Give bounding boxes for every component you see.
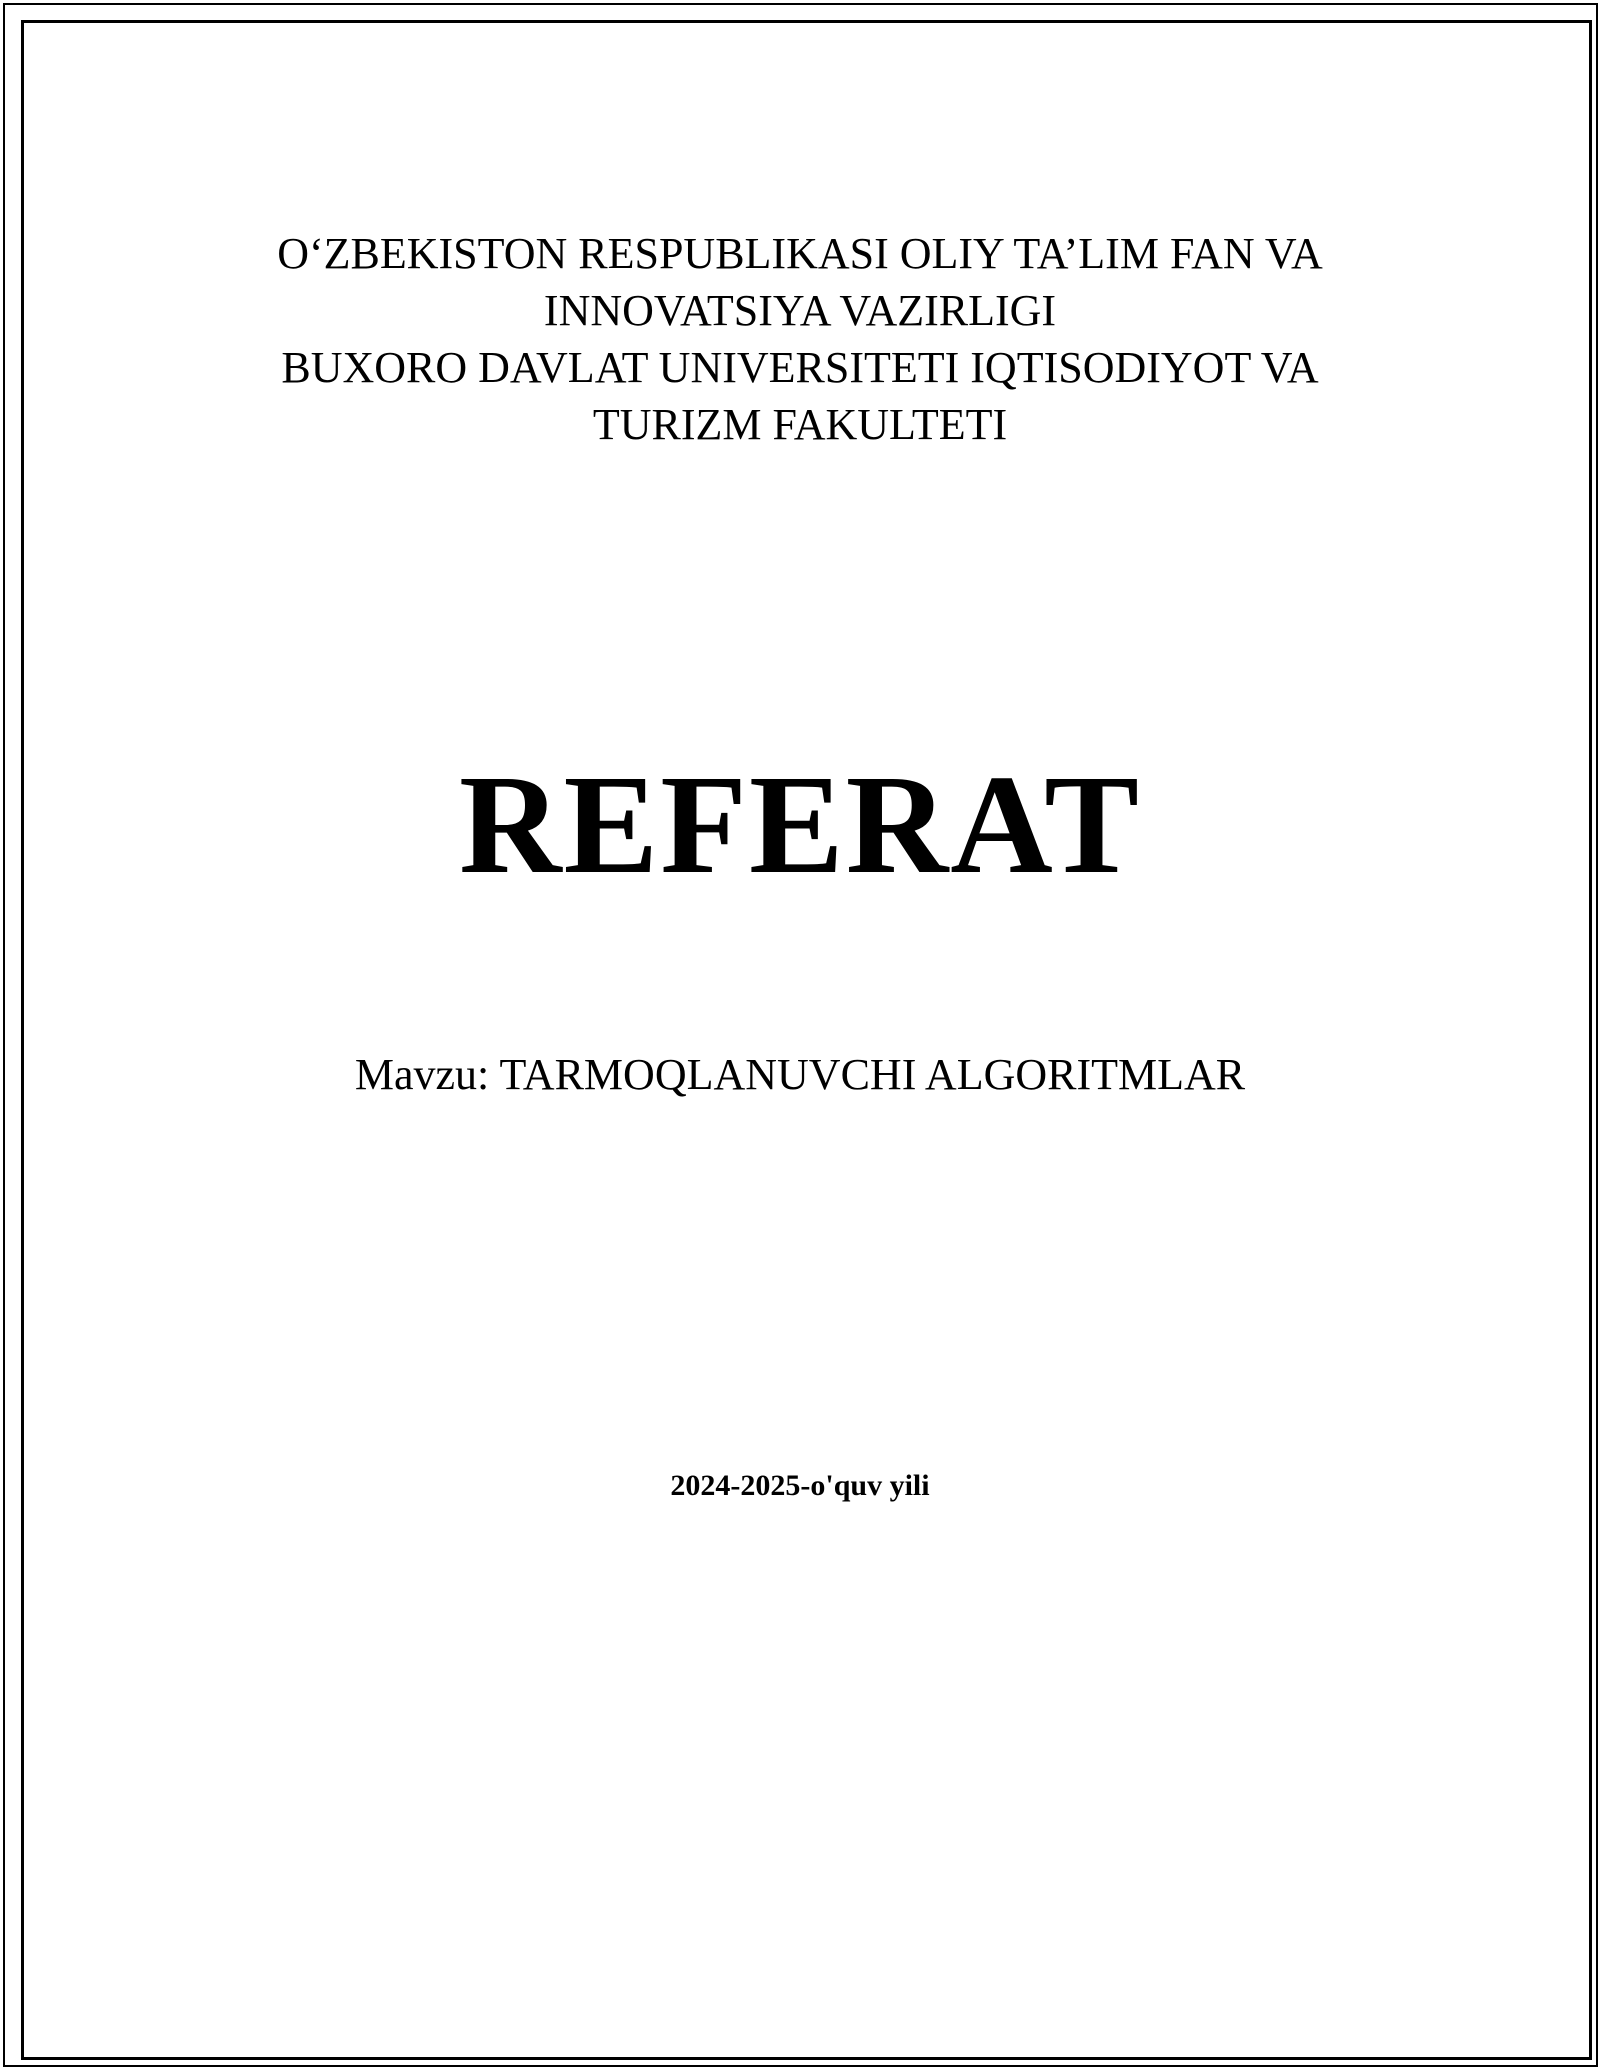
header-line-university: BUXORO DAVLAT UNIVERSITETI IQTISODIYOT VA (281, 343, 1319, 392)
topic-line: Mavzu: TARMOQLANUVCHI ALGORITMLAR (354, 1050, 1246, 1099)
header-line-ministry-2: INNOVATSIYA VAZIRLIGI (543, 286, 1057, 335)
header-line-ministry-1: O‘ZBEKISTON RESPUBLIKASI OLIY TA’LIM FAN VA (277, 229, 1323, 278)
document-title: REFERAT (459, 745, 1141, 903)
academic-year: 2024-2025-o'quv yili (670, 1469, 930, 1502)
ministry-university-header (0, 0, 1600, 453)
header-line-faculty: TURIZM FAKULTETI (592, 400, 1008, 449)
